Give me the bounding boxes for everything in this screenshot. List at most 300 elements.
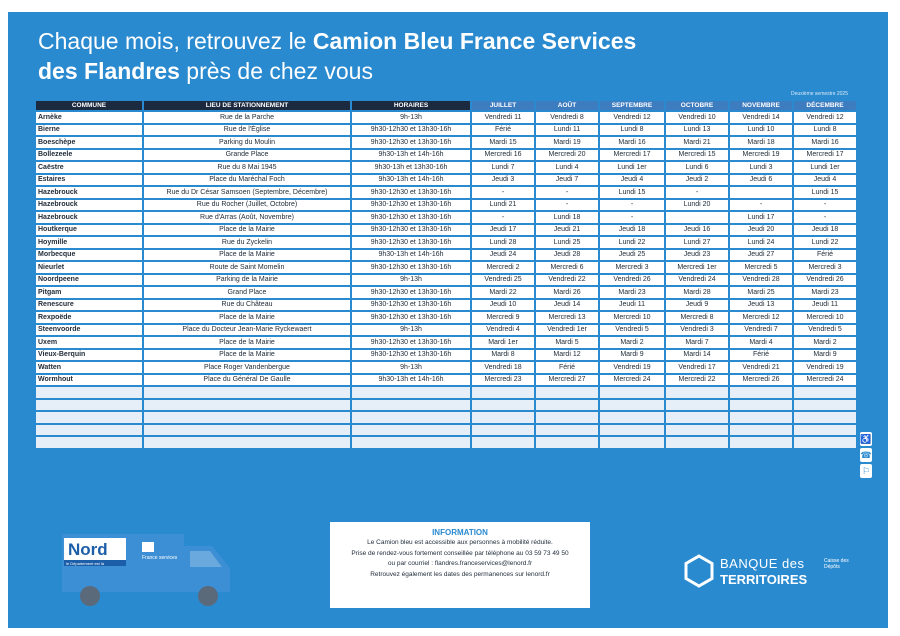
empty-cell [666,387,728,398]
empty-cell [600,400,664,411]
table-cell: Rue du 8 Mai 1945 [144,162,350,173]
table-cell: - [600,212,664,223]
empty-cell [666,437,728,448]
table-cell: Lundi 20 [666,200,728,211]
banque-des-territoires-logo [684,554,854,594]
table-cell: Vendredi 25 [472,275,534,286]
table-cell: Mercredi 10 [600,312,664,323]
table-row [36,162,856,173]
table-cell: Mercredi 5 [730,262,792,273]
table-cell: Grande Place [144,150,350,161]
schedule-table [34,99,858,450]
empty-cell [536,412,598,423]
table-cell: Jeudi 28 [536,250,598,261]
table-cell: Place de la Mairie [144,350,350,361]
table-header-row [36,101,856,110]
empty-cell [730,437,792,448]
table-cell: Lundi 17 [730,212,792,223]
table-row [36,200,856,211]
info-line-1: Le Camion bleu est accessible aux personnes à mobilité réduite. [367,539,553,546]
table-cell: Vendredi 19 [600,362,664,373]
table-cell: Mercredi 17 [794,150,856,161]
empty-cell [794,437,856,448]
table-cell: Jeudi 4 [600,175,664,186]
table-cell: Mardi 14 [666,350,728,361]
empty-row [36,425,856,436]
table-cell: Vendredi 4 [472,325,534,336]
table-cell: Mardi 25 [730,287,792,298]
table-cell: Jeudi 27 [730,250,792,261]
nord-logo-sub: le Département est là [66,561,105,566]
table-cell: Houtkerque [36,225,142,236]
table-cell: Place de la Mairie [144,337,350,348]
table-cell: 9h-13h [352,275,470,286]
table-row [36,312,856,323]
column-header: OCTOBRE [666,101,728,110]
empty-cell [144,412,350,423]
table-cell: - [666,187,728,198]
table-cell: Jeudi 17 [472,225,534,236]
table-cell: Place de la Mairie [144,225,350,236]
column-header: SEPTEMBRE [600,101,664,110]
table-cell: Jeudi 18 [600,225,664,236]
table-cell: Uxem [36,337,142,348]
column-header: AOÛT [536,101,598,110]
table-cell: 9h30-12h30 et 13h30-16h [352,200,470,211]
side-icons [860,432,874,480]
table-row [36,337,856,348]
phone-icon: ☎ [860,450,872,460]
table-cell: Noordpeene [36,275,142,286]
empty-cell [36,387,142,398]
table-cell: Férié [536,362,598,373]
table-cell: Route de Saint Momelin [144,262,350,273]
table-cell: Vendredi 21 [730,362,792,373]
table-cell: Mardi 2 [600,337,664,348]
table-cell: Jeudi 23 [666,250,728,261]
table-cell: Lundi 1er [794,162,856,173]
column-header: COMMUNE [36,101,142,110]
table-cell: - [600,200,664,211]
empty-cell [730,387,792,398]
info-line-3: ou par courriel : flandres.franceservices@lenord.fr [387,560,533,567]
table-cell: 9h30-12h30 et 13h30-16h [352,262,470,273]
empty-cell [144,437,350,448]
table-cell: Jeudi 3 [472,175,534,186]
empty-cell [352,387,470,398]
table-cell [730,187,792,198]
table-cell: Mardi 1er [472,337,534,348]
table-cell: Lundi 13 [666,125,728,136]
banque-line-1: BANQUE des [720,556,805,571]
table-cell: 9h30-12h30 et 13h30-16h [352,212,470,223]
table-row [36,237,856,248]
table-cell: Vieux-Berquin [36,350,142,361]
empty-cell [730,425,792,436]
table-cell: Vendredi 3 [666,325,728,336]
table-cell: Mardi 12 [536,350,598,361]
table-cell: Férié [794,250,856,261]
table-cell: Mercredi 17 [600,150,664,161]
table-cell: Rue de l'Église [144,125,350,136]
table-cell: Vendredi 8 [536,112,598,123]
table-row [36,262,856,273]
table-cell: Mercredi 20 [536,150,598,161]
table-cell: Jeudi 6 [730,175,792,186]
empty-cell [352,412,470,423]
info-title: INFORMATION [432,528,488,537]
table-cell: Mercredi 6 [536,262,598,273]
table-cell: Lundi 27 [666,237,728,248]
empty-row [36,412,856,423]
table-row [36,112,856,123]
table-cell: Hazebrouck [36,212,142,223]
table-row [36,150,856,161]
empty-cell [794,412,856,423]
table-cell: Mardi 19 [536,137,598,148]
accessibility-icon: ♿ [860,434,872,444]
table-cell: Lundi 24 [730,237,792,248]
table-cell: Renescure [36,300,142,311]
table-cell: Mercredi 13 [536,312,598,323]
table-cell: Jeudi 18 [794,225,856,236]
empty-cell [36,412,142,423]
table-cell: Mardi 16 [794,137,856,148]
empty-cell [666,412,728,423]
table-cell: Jeudi 7 [536,175,598,186]
table-cell: Mercredi 3 [600,262,664,273]
table-cell: Jeudi 9 [666,300,728,311]
table-cell: Boeschèpe [36,137,142,148]
table-cell: Mardi 23 [600,287,664,298]
table-cell: Vendredi 24 [666,275,728,286]
table-cell: 9h30-13h et 14h-16h [352,175,470,186]
table-cell: - [794,212,856,223]
table-row [36,275,856,286]
empty-cell [36,437,142,448]
table-cell: Jeudi 2 [666,175,728,186]
empty-cell [472,425,534,436]
table-cell: Jeudi 11 [600,300,664,311]
table-cell: Mardi 21 [666,137,728,148]
title-bold-2: des Flandres [38,58,180,84]
title-prefix: Chaque mois, retrouvez le [38,28,313,54]
table-cell: Lundi 1er [600,162,664,173]
table-cell: Mercredi 15 [666,150,728,161]
table-row [36,362,856,373]
empty-cell [352,425,470,436]
table-cell: Mercredi 23 [472,375,534,386]
empty-cell [36,400,142,411]
table-cell: Lundi 11 [536,125,598,136]
column-header: HORAIRES [352,101,470,110]
table-cell: Bierne [36,125,142,136]
table-cell: Pitgam [36,287,142,298]
table-cell: Mercredi 22 [666,375,728,386]
table-row [36,325,856,336]
table-cell: 9h30-12h30 et 13h30-16h [352,125,470,136]
table-cell: Place de la Mairie [144,312,350,323]
table-cell: 9h30-12h30 et 13h30-16h [352,287,470,298]
table-cell: Mercredi 9 [472,312,534,323]
table-cell: Lundi 6 [666,162,728,173]
table-cell: Jeudi 10 [472,300,534,311]
empty-cell [352,437,470,448]
empty-cell [472,400,534,411]
table-row [36,287,856,298]
banque-line-2: TERRITOIRES [720,572,808,587]
table-cell: Lundi 15 [600,187,664,198]
table-cell: Mercredi 3 [794,262,856,273]
table-cell: Rue du Rocher (Juillet, Octobre) [144,200,350,211]
table-row [36,300,856,311]
table-cell: Place Roger Vandenbergue [144,362,350,373]
table-row [36,175,856,186]
info-line-4: Retrouvez également les dates des permanences sur lenord.fr [370,570,550,578]
info-line-2: Prise de rendez-vous fortement conseillée par téléphone au 03 59 73 49 50 [351,549,569,557]
empty-cell [600,425,664,436]
table-cell: Lundi 10 [730,125,792,136]
empty-cell [536,425,598,436]
table-cell: Mercredi 1er [666,262,728,273]
semester-label: Deuxième semestre 2025 [791,91,848,97]
table-cell: Vendredi 7 [730,325,792,336]
table-cell: Mardi 5 [536,337,598,348]
hexagon-icon [684,554,714,588]
table-cell: Vendredi 17 [666,362,728,373]
table-body [36,112,856,448]
table-cell: 9h30-12h30 et 13h30-16h [352,187,470,198]
table-row [36,250,856,261]
table-cell: Lundi 18 [536,212,598,223]
table-cell: 9h30-12h30 et 13h30-16h [352,350,470,361]
empty-cell [36,425,142,436]
table-cell: Vendredi 18 [472,362,534,373]
table-cell: 9h30-12h30 et 13h30-16h [352,337,470,348]
table-cell: - [730,200,792,211]
table-cell: Estaires [36,175,142,186]
table-row [36,187,856,198]
table-cell: Mardi 2 [794,337,856,348]
table-cell: Mardi 26 [536,287,598,298]
table-cell: Steenvoorde [36,325,142,336]
table-cell: Jeudi 25 [600,250,664,261]
page-title [38,26,636,86]
table-cell: Vendredi 1er [536,325,598,336]
empty-cell [536,387,598,398]
truck-wheel-front [198,586,218,606]
table-cell: Rexpoëde [36,312,142,323]
table-cell: Mercredi 24 [600,375,664,386]
empty-cell [600,437,664,448]
table-cell: Hoymille [36,237,142,248]
table-cell: Wormhout [36,375,142,386]
table-cell: Jeudi 16 [666,225,728,236]
table-cell: Morbecque [36,250,142,261]
empty-cell [352,400,470,411]
empty-cell [600,412,664,423]
table-cell: Férié [472,125,534,136]
table-cell: Mardi 28 [666,287,728,298]
column-header: DÉCEMBRE [794,101,856,110]
table-row [36,350,856,361]
table-row [36,212,856,223]
table-cell: Vendredi 22 [536,275,598,286]
table-cell: Rue du Dr César Samsoen (Septembre, Décembre) [144,187,350,198]
table-cell: Parking du Moulin [144,137,350,148]
table-cell: Lundi 8 [600,125,664,136]
table-cell: Grand Place [144,287,350,298]
table-cell: Mardi 8 [472,350,534,361]
table-cell: Mardi 16 [600,137,664,148]
table-cell: Lundi 4 [536,162,598,173]
table-cell: Place de la Mairie [144,250,350,261]
table-cell: Mercredi 27 [536,375,598,386]
table-cell: Mardi 9 [600,350,664,361]
table-cell: Vendredi 12 [794,112,856,123]
truck-illustration [62,530,242,610]
table-cell: Férié [730,350,792,361]
table-cell: 9h30-13h et 14h-16h [352,375,470,386]
table-cell: 9h30-13h et 14h-16h [352,150,470,161]
table-cell: Vendredi 5 [794,325,856,336]
column-header: JUILLET [472,101,534,110]
table-cell: - [472,187,534,198]
empty-cell [472,437,534,448]
column-header: NOVEMBRE [730,101,792,110]
empty-cell [472,412,534,423]
table-cell: Mardi 7 [666,337,728,348]
table-cell: Jeudi 20 [730,225,792,236]
table-cell: Vendredi 14 [730,112,792,123]
table-cell: 9h-13h [352,112,470,123]
table-cell [666,212,728,223]
empty-cell [144,400,350,411]
table-cell: Rue du Château [144,300,350,311]
table-cell: Vendredi 10 [666,112,728,123]
table-cell: Jeudi 21 [536,225,598,236]
table-cell: Lundi 3 [730,162,792,173]
table-cell: Vendredi 11 [472,112,534,123]
empty-row [36,400,856,411]
empty-cell [730,400,792,411]
france-services-logo [142,542,154,552]
table-cell: Vendredi 5 [600,325,664,336]
table-cell: 9h30-12h30 et 13h30-16h [352,225,470,236]
france-services-text: France services [142,555,178,561]
empty-cell [536,437,598,448]
table-cell: Mercredi 19 [730,150,792,161]
table-cell: 9h-13h [352,362,470,373]
table-cell: 9h30-13h et 14h-16h [352,250,470,261]
information-box [330,522,590,608]
table-cell: Mardi 18 [730,137,792,148]
table-cell: Place du Maréchal Foch [144,175,350,186]
table-cell: 9h30-12h30 et 13h30-16h [352,137,470,148]
title-bold-1: Camion Bleu France Services [312,28,637,54]
table-cell: Bollezeele [36,150,142,161]
table-row [36,137,856,148]
table-cell: Mercredi 8 [666,312,728,323]
table-cell: Parking de la Mairie [144,275,350,286]
empty-cell [794,400,856,411]
table-cell: 9h30-12h30 et 13h30-16h [352,300,470,311]
table-cell: Mercredi 2 [472,262,534,273]
empty-cell [472,387,534,398]
table-cell: Lundi 21 [472,200,534,211]
table-cell: Lundi 8 [794,125,856,136]
table-cell: - [536,187,598,198]
table-cell: Lundi 25 [536,237,598,248]
table-cell: Lundi 7 [472,162,534,173]
table-cell: Jeudi 4 [794,175,856,186]
table-row [36,225,856,236]
table-cell: Hazebrouck [36,200,142,211]
table-cell: Mardi 15 [472,137,534,148]
table-cell: Place du Général De Gaulle [144,375,350,386]
table-cell: Mercredi 10 [794,312,856,323]
table-cell: Vendredi 19 [794,362,856,373]
table-cell: Rue du Zyckelin [144,237,350,248]
table-cell: Rue d'Arras (Août, Novembre) [144,212,350,223]
table-cell: Mardi 23 [794,287,856,298]
table-row [36,125,856,136]
table-cell: Vendredi 26 [600,275,664,286]
table-cell: Hazebrouck [36,187,142,198]
empty-cell [144,425,350,436]
table-cell: - [536,200,598,211]
table-cell: Vendredi 28 [730,275,792,286]
table-cell: Mercredi 16 [472,150,534,161]
table-cell: Lundi 15 [794,187,856,198]
table-cell: Jeudi 13 [730,300,792,311]
table-cell: 9h30-12h30 et 13h30-16h [352,237,470,248]
table-cell: Vendredi 26 [794,275,856,286]
empty-cell [666,400,728,411]
empty-cell [730,412,792,423]
truck-wheel-rear [80,586,100,606]
empty-cell [144,387,350,398]
empty-cell [600,387,664,398]
empty-cell [794,387,856,398]
table-cell: - [794,200,856,211]
table-cell: Lundi 22 [794,237,856,248]
mobility-icon: ⚐ [861,466,871,476]
nord-logo-text: Nord [68,540,108,559]
table-cell: Mercredi 24 [794,375,856,386]
table-cell: Jeudi 24 [472,250,534,261]
empty-cell [794,425,856,436]
empty-cell [536,400,598,411]
table-cell: 9h-13h [352,325,470,336]
table-row [36,375,856,386]
empty-row [36,387,856,398]
table-cell: Lundi 22 [600,237,664,248]
empty-row [36,437,856,448]
table-cell: Watten [36,362,142,373]
table-cell: Jeudi 14 [536,300,598,311]
table-cell: Mardi 4 [730,337,792,348]
empty-cell [666,425,728,436]
table-cell: Vendredi 12 [600,112,664,123]
table-cell: Nieurlet [36,262,142,273]
table-cell: 9h30-13h et 13h30-16h [352,162,470,173]
caisse-des-depots-logo: Caisse des Dépôts [824,558,849,570]
column-header: LIEU DE STATIONNEMENT [144,101,350,110]
table-cell: Mardi 22 [472,287,534,298]
table-cell: Mercredi 12 [730,312,792,323]
poster [8,12,888,628]
